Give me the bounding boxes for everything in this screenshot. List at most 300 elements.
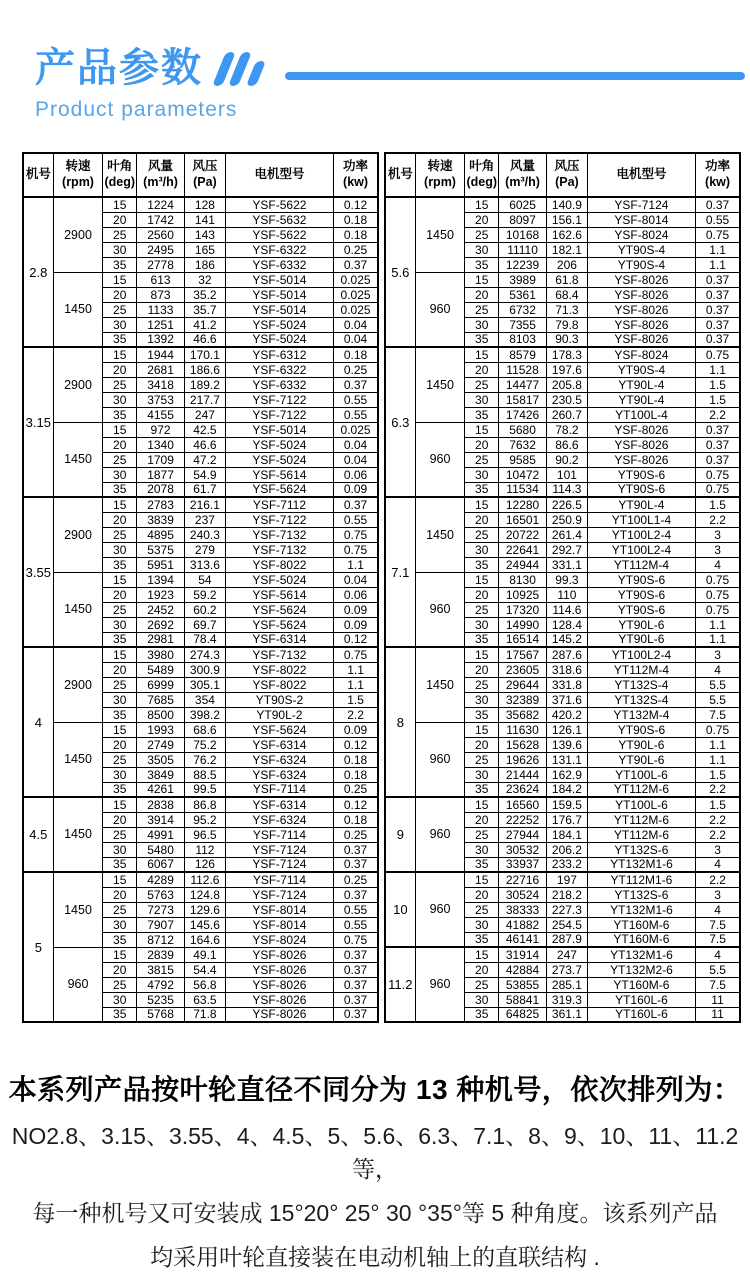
cell-pressure: 287.6 xyxy=(547,647,588,662)
cell-power: 0.37 xyxy=(334,257,378,272)
cell-flow: 10925 xyxy=(499,587,547,602)
description-line-2: NO2.8、3.15、3.55、4、4.5、5、5.6、6.3、7.1、8、9、10、11、11.2 等， xyxy=(11,1123,739,1182)
cell-flow: 12239 xyxy=(499,257,547,272)
cell-flow: 17426 xyxy=(499,407,547,422)
cell-flow: 12280 xyxy=(499,497,547,512)
cell-pressure: 54.4 xyxy=(185,962,226,977)
cell-pressure: 247 xyxy=(547,947,588,962)
cell-power: 0.37 xyxy=(334,992,378,1007)
cell-pressure: 32 xyxy=(185,272,226,287)
cell-pressure: 79.8 xyxy=(547,317,588,332)
cell-pressure: 68.4 xyxy=(547,287,588,302)
cell-motor: YSF-5632 xyxy=(225,212,333,227)
cell-flow: 10472 xyxy=(499,467,547,482)
cell-power: 7.5 xyxy=(696,932,740,947)
cell-flow: 7685 xyxy=(137,692,185,707)
cell-motor: YT112M-6 xyxy=(587,782,695,797)
cell-angle: 35 xyxy=(103,782,137,797)
cell-flow: 972 xyxy=(137,422,185,437)
table-row xyxy=(23,722,378,737)
cell-flow: 2078 xyxy=(137,482,185,497)
cell-angle: 30 xyxy=(465,842,499,857)
cell-motor: YSF-8026 xyxy=(225,947,333,962)
cell-flow: 41882 xyxy=(499,917,547,932)
table-row xyxy=(23,272,378,287)
cell-power: 0.37 xyxy=(334,497,378,512)
description-line-3: 每一种机号又可安装成 15°20° 25° 30 °35°等 5 种角度。该系列产品 xyxy=(32,1199,718,1226)
cell-power: 0.18 xyxy=(334,752,378,767)
cell-angle: 15 xyxy=(103,347,137,362)
cell-motor: YSF-8026 xyxy=(587,302,695,317)
cell-pressure: 184.1 xyxy=(547,827,588,842)
cell-power: 1.1 xyxy=(334,662,378,677)
cell-power: 0.12 xyxy=(334,737,378,752)
cell-rpm: 1450 xyxy=(53,422,103,497)
cell-pressure: 254.5 xyxy=(547,917,588,932)
cell-motor: YT100L-6 xyxy=(587,797,695,812)
cell-pressure: 287.9 xyxy=(547,932,588,947)
cell-motor: YT90S-6 xyxy=(587,587,695,602)
cell-angle: 20 xyxy=(103,737,137,752)
cell-angle: 35 xyxy=(465,557,499,572)
cell-power: 1.1 xyxy=(696,362,740,377)
cell-power: 0.04 xyxy=(334,452,378,467)
cell-motor: YSF-5624 xyxy=(225,722,333,737)
slash-mark-icon xyxy=(246,61,266,86)
cell-pressure: 237 xyxy=(185,512,226,527)
cell-pressure: 49.1 xyxy=(185,947,226,962)
cell-flow: 35682 xyxy=(499,707,547,722)
cell-power: 0.09 xyxy=(334,602,378,617)
cell-angle: 20 xyxy=(103,812,137,827)
cell-model: 4 xyxy=(23,647,53,797)
cell-angle: 35 xyxy=(465,1007,499,1022)
cell-flow: 4155 xyxy=(137,407,185,422)
cell-flow: 17567 xyxy=(499,647,547,662)
cell-power: 0.25 xyxy=(334,362,378,377)
cell-pressure: 226.5 xyxy=(547,497,588,512)
table-row xyxy=(385,272,740,287)
cell-motor: YSF-7114 xyxy=(225,827,333,842)
cell-motor: YT132M2-6 xyxy=(587,962,695,977)
cell-power: 0.12 xyxy=(334,632,378,647)
column-header-1: 转速 (rpm) xyxy=(415,153,465,197)
cell-flow: 2692 xyxy=(137,617,185,632)
slashes-icon xyxy=(219,48,261,88)
cell-angle: 15 xyxy=(103,272,137,287)
cell-pressure: 247 xyxy=(185,407,226,422)
cell-flow: 1133 xyxy=(137,302,185,317)
cell-power: 0.18 xyxy=(334,227,378,242)
cell-pressure: 274.3 xyxy=(185,647,226,662)
cell-pressure: 114.6 xyxy=(547,602,588,617)
table-row xyxy=(385,647,740,662)
cell-pressure: 46.6 xyxy=(185,332,226,347)
cell-power: 2.2 xyxy=(696,812,740,827)
cell-model: 10 xyxy=(385,872,415,947)
cell-angle: 25 xyxy=(103,302,137,317)
cell-angle: 35 xyxy=(465,632,499,647)
cell-pressure: 176.7 xyxy=(547,812,588,827)
cell-angle: 30 xyxy=(103,842,137,857)
cell-motor: YSF-8026 xyxy=(225,1007,333,1022)
cell-motor: YT132S-6 xyxy=(587,842,695,857)
cell-power: 3 xyxy=(696,542,740,557)
cell-motor: YT90L-6 xyxy=(587,617,695,632)
cell-motor: YSF-7114 xyxy=(225,782,333,797)
cell-flow: 1944 xyxy=(137,347,185,362)
cell-flow: 1923 xyxy=(137,587,185,602)
cell-pressure: 76.2 xyxy=(185,752,226,767)
cell-model: 11.2 xyxy=(385,947,415,1022)
cell-power: 0.37 xyxy=(334,947,378,962)
cell-flow: 21444 xyxy=(499,767,547,782)
cell-motor: YSF-7124 xyxy=(225,842,333,857)
column-header-6: 功率 (kw) xyxy=(334,153,378,197)
cell-angle: 35 xyxy=(103,557,137,572)
cell-angle: 20 xyxy=(465,662,499,677)
cell-angle: 15 xyxy=(103,947,137,962)
cell-motor: YSF-7112 xyxy=(225,497,333,512)
cell-angle: 20 xyxy=(465,212,499,227)
cell-power: 0.04 xyxy=(334,317,378,332)
cell-power: 0.75 xyxy=(696,587,740,602)
cell-pressure: 186.6 xyxy=(185,362,226,377)
cell-angle: 15 xyxy=(465,647,499,662)
cell-angle: 30 xyxy=(465,317,499,332)
cell-pressure: 126 xyxy=(185,857,226,872)
section-header xyxy=(35,48,750,122)
cell-flow: 64825 xyxy=(499,1007,547,1022)
cell-power: 0.25 xyxy=(334,827,378,842)
cell-flow: 8712 xyxy=(137,932,185,947)
cell-flow: 2560 xyxy=(137,227,185,242)
cell-power: 2.2 xyxy=(334,707,378,722)
cell-angle: 30 xyxy=(465,542,499,557)
column-header-5: 电机型号 xyxy=(225,153,333,197)
cell-angle: 25 xyxy=(465,827,499,842)
cell-angle: 35 xyxy=(103,257,137,272)
cell-pressure: 59.2 xyxy=(185,587,226,602)
cell-power: 0.37 xyxy=(334,977,378,992)
cell-power: 0.55 xyxy=(334,512,378,527)
cell-power: 4 xyxy=(696,902,740,917)
cell-angle: 15 xyxy=(465,347,499,362)
cell-pressure: 197.6 xyxy=(547,362,588,377)
cell-pressure: 141 xyxy=(185,212,226,227)
cell-power: 11 xyxy=(696,992,740,1007)
cell-angle: 35 xyxy=(465,857,499,872)
cell-pressure: 331.8 xyxy=(547,677,588,692)
cell-power: 0.37 xyxy=(696,332,740,347)
cell-flow: 30532 xyxy=(499,842,547,857)
cell-flow: 6067 xyxy=(137,857,185,872)
cell-motor: YSF-8022 xyxy=(225,677,333,692)
cell-angle: 35 xyxy=(465,407,499,422)
cell-pressure: 96.5 xyxy=(185,827,226,842)
cell-pressure: 88.5 xyxy=(185,767,226,782)
cell-model: 3.55 xyxy=(23,497,53,647)
table-row xyxy=(23,872,378,887)
cell-motor: YSF-6314 xyxy=(225,632,333,647)
cell-motor: YT100L2-4 xyxy=(587,542,695,557)
cell-angle: 25 xyxy=(465,902,499,917)
page-subtitle: Product parameters xyxy=(35,98,238,121)
cell-pressure: 331.1 xyxy=(547,557,588,572)
cell-power: 0.37 xyxy=(334,377,378,392)
cell-flow: 6732 xyxy=(499,302,547,317)
description-line-1: 本系列产品按叶轮直径不同分为 13 种机号，依次排列为： xyxy=(8,1074,742,1105)
cell-pressure: 78.2 xyxy=(547,422,588,437)
cell-motor: YT100L1-4 xyxy=(587,512,695,527)
cell-pressure: 318.6 xyxy=(547,662,588,677)
cell-flow: 3980 xyxy=(137,647,185,662)
cell-angle: 20 xyxy=(103,212,137,227)
table-row xyxy=(23,572,378,587)
cell-power: 0.37 xyxy=(334,857,378,872)
cell-power: 1.1 xyxy=(696,737,740,752)
cell-motor: YT90L-4 xyxy=(587,392,695,407)
cell-pressure: 165 xyxy=(185,242,226,257)
cell-pressure: 112.6 xyxy=(185,872,226,887)
cell-motor: YSF-7124 xyxy=(587,197,695,212)
cell-power: 0.55 xyxy=(696,212,740,227)
parameters-table-right xyxy=(384,152,741,1023)
cell-motor: YSF-6322 xyxy=(225,362,333,377)
cell-motor: YSF-6324 xyxy=(225,767,333,782)
cell-flow: 3753 xyxy=(137,392,185,407)
cell-rpm: 2900 xyxy=(53,647,103,722)
cell-pressure: 68.6 xyxy=(185,722,226,737)
cell-pressure: 145.2 xyxy=(547,632,588,647)
cell-rpm: 960 xyxy=(415,872,465,947)
cell-motor: YSF-8024 xyxy=(225,932,333,947)
cell-model: 7.1 xyxy=(385,497,415,647)
cell-rpm: 960 xyxy=(415,722,465,797)
cell-rpm: 1450 xyxy=(53,572,103,647)
cell-motor: YSF-5624 xyxy=(225,602,333,617)
cell-flow: 53855 xyxy=(499,977,547,992)
cell-pressure: 164.6 xyxy=(185,932,226,947)
table-row xyxy=(23,197,378,212)
cell-rpm: 960 xyxy=(415,797,465,872)
cell-rpm: 960 xyxy=(415,272,465,347)
cell-flow: 29644 xyxy=(499,677,547,692)
cell-pressure: 319.3 xyxy=(547,992,588,1007)
cell-motor: YSF-7132 xyxy=(225,647,333,662)
cell-pressure: 218.2 xyxy=(547,887,588,902)
cell-angle: 15 xyxy=(465,722,499,737)
cell-pressure: 273.7 xyxy=(547,962,588,977)
cell-flow: 10168 xyxy=(499,227,547,242)
cell-flow: 613 xyxy=(137,272,185,287)
cell-flow: 1993 xyxy=(137,722,185,737)
cell-angle: 15 xyxy=(465,872,499,887)
cell-angle: 35 xyxy=(103,932,137,947)
cell-angle: 35 xyxy=(103,857,137,872)
cell-pressure: 126.1 xyxy=(547,722,588,737)
cell-flow: 33937 xyxy=(499,857,547,872)
cell-flow: 17320 xyxy=(499,602,547,617)
table-row xyxy=(385,572,740,587)
cell-angle: 25 xyxy=(465,752,499,767)
cell-power: 1.1 xyxy=(334,557,378,572)
cell-flow: 5763 xyxy=(137,887,185,902)
cell-pressure: 41.2 xyxy=(185,317,226,332)
cell-power: 1.1 xyxy=(696,617,740,632)
cell-angle: 15 xyxy=(103,422,137,437)
cell-flow: 8500 xyxy=(137,707,185,722)
cell-power: 11 xyxy=(696,1007,740,1022)
cell-pressure: 90.3 xyxy=(547,332,588,347)
cell-motor: YT160M-6 xyxy=(587,932,695,947)
cell-model: 5.6 xyxy=(385,197,415,347)
cell-pressure: 69.7 xyxy=(185,617,226,632)
cell-pressure: 101 xyxy=(547,467,588,482)
cell-motor: YT90L-2 xyxy=(225,707,333,722)
cell-pressure: 128 xyxy=(185,197,226,212)
cell-motor: YSF-7114 xyxy=(225,872,333,887)
cell-flow: 4792 xyxy=(137,977,185,992)
cell-angle: 20 xyxy=(103,962,137,977)
cell-power: 1.5 xyxy=(334,692,378,707)
cell-power: 1.1 xyxy=(696,257,740,272)
cell-flow: 2839 xyxy=(137,947,185,962)
cell-motor: YSF-5614 xyxy=(225,467,333,482)
cell-angle: 25 xyxy=(103,452,137,467)
cell-pressure: 300.9 xyxy=(185,662,226,677)
cell-flow: 8103 xyxy=(499,332,547,347)
cell-power: 2.2 xyxy=(696,782,740,797)
cell-flow: 5480 xyxy=(137,842,185,857)
cell-flow: 1877 xyxy=(137,467,185,482)
cell-motor: YSF-5624 xyxy=(225,482,333,497)
cell-power: 0.75 xyxy=(334,932,378,947)
cell-angle: 35 xyxy=(103,482,137,497)
cell-power: 0.18 xyxy=(334,212,378,227)
cell-pressure: 86.8 xyxy=(185,797,226,812)
cell-flow: 1709 xyxy=(137,452,185,467)
cell-motor: YSF-5024 xyxy=(225,317,333,332)
cell-motor: YSF-8022 xyxy=(225,662,333,677)
cell-pressure: 285.1 xyxy=(547,977,588,992)
cell-power: 0.37 xyxy=(696,272,740,287)
cell-pressure: 162.9 xyxy=(547,767,588,782)
cell-angle: 20 xyxy=(465,362,499,377)
cell-power: 1.5 xyxy=(696,392,740,407)
cell-pressure: 217.7 xyxy=(185,392,226,407)
cell-motor: YSF-7124 xyxy=(225,857,333,872)
cell-power: 0.04 xyxy=(334,332,378,347)
cell-pressure: 99.3 xyxy=(547,572,588,587)
cell-angle: 30 xyxy=(103,617,137,632)
cell-power: 0.37 xyxy=(696,317,740,332)
cell-pressure: 75.2 xyxy=(185,737,226,752)
cell-flow: 7355 xyxy=(499,317,547,332)
cell-power: 2.2 xyxy=(696,512,740,527)
cell-pressure: 156.1 xyxy=(547,212,588,227)
description-text xyxy=(0,1072,750,1273)
cell-angle: 30 xyxy=(465,767,499,782)
cell-flow: 8130 xyxy=(499,572,547,587)
cell-angle: 30 xyxy=(103,917,137,932)
cell-motor: YT90L-4 xyxy=(587,497,695,512)
cell-motor: YSF-7132 xyxy=(225,527,333,542)
cell-power: 4 xyxy=(696,557,740,572)
cell-motor: YSF-8026 xyxy=(225,977,333,992)
cell-angle: 35 xyxy=(103,632,137,647)
cell-flow: 5361 xyxy=(499,287,547,302)
cell-power: 0.37 xyxy=(334,962,378,977)
cell-flow: 22641 xyxy=(499,542,547,557)
cell-angle: 25 xyxy=(103,227,137,242)
cell-motor: YSF-7122 xyxy=(225,407,333,422)
cell-power: 0.37 xyxy=(696,287,740,302)
cell-flow: 2783 xyxy=(137,497,185,512)
cell-motor: YT90S-6 xyxy=(587,572,695,587)
cell-angle: 30 xyxy=(465,392,499,407)
cell-motor: YSF-8026 xyxy=(587,317,695,332)
cell-pressure: 250.9 xyxy=(547,512,588,527)
table-row xyxy=(23,422,378,437)
cell-angle: 20 xyxy=(465,512,499,527)
cell-motor: YT100L-6 xyxy=(587,767,695,782)
cell-motor: YSF-5024 xyxy=(225,452,333,467)
cell-pressure: 182.1 xyxy=(547,242,588,257)
cell-angle: 30 xyxy=(465,467,499,482)
cell-rpm: 1450 xyxy=(415,197,465,272)
cell-flow: 11534 xyxy=(499,482,547,497)
cell-angle: 15 xyxy=(103,872,137,887)
cell-angle: 35 xyxy=(465,707,499,722)
cell-model: 9 xyxy=(385,797,415,872)
cell-pressure: 112 xyxy=(185,842,226,857)
parameters-table-left xyxy=(22,152,379,1023)
cell-motor: YSF-8026 xyxy=(225,992,333,1007)
cell-motor: YSF-8022 xyxy=(225,557,333,572)
cell-power: 0.75 xyxy=(696,572,740,587)
cell-motor: YT90L-6 xyxy=(587,632,695,647)
cell-motor: YSF-8026 xyxy=(587,422,695,437)
cell-power: 0.18 xyxy=(334,347,378,362)
cell-pressure: 60.2 xyxy=(185,602,226,617)
cell-power: 0.12 xyxy=(334,197,378,212)
cell-flow: 5951 xyxy=(137,557,185,572)
cell-flow: 32389 xyxy=(499,692,547,707)
cell-pressure: 205.8 xyxy=(547,377,588,392)
cell-power: 7.5 xyxy=(696,977,740,992)
cell-flow: 15817 xyxy=(499,392,547,407)
cell-motor: YT112M-4 xyxy=(587,557,695,572)
cell-flow: 1224 xyxy=(137,197,185,212)
cell-pressure: 159.5 xyxy=(547,797,588,812)
cell-power: 0.25 xyxy=(334,872,378,887)
cell-power: 3 xyxy=(696,527,740,542)
cell-motor: YT132M-4 xyxy=(587,707,695,722)
cell-angle: 20 xyxy=(465,962,499,977)
cell-motor: YT90S-6 xyxy=(587,602,695,617)
cell-motor: YT160L-6 xyxy=(587,992,695,1007)
cell-flow: 9585 xyxy=(499,452,547,467)
cell-pressure: 206.2 xyxy=(547,842,588,857)
cell-rpm: 1450 xyxy=(53,797,103,872)
cell-angle: 30 xyxy=(465,992,499,1007)
cell-angle: 25 xyxy=(103,677,137,692)
cell-power: 5.5 xyxy=(696,677,740,692)
page-title: 产品参数 xyxy=(35,46,203,90)
table-row xyxy=(23,497,378,512)
cell-flow: 3849 xyxy=(137,767,185,782)
